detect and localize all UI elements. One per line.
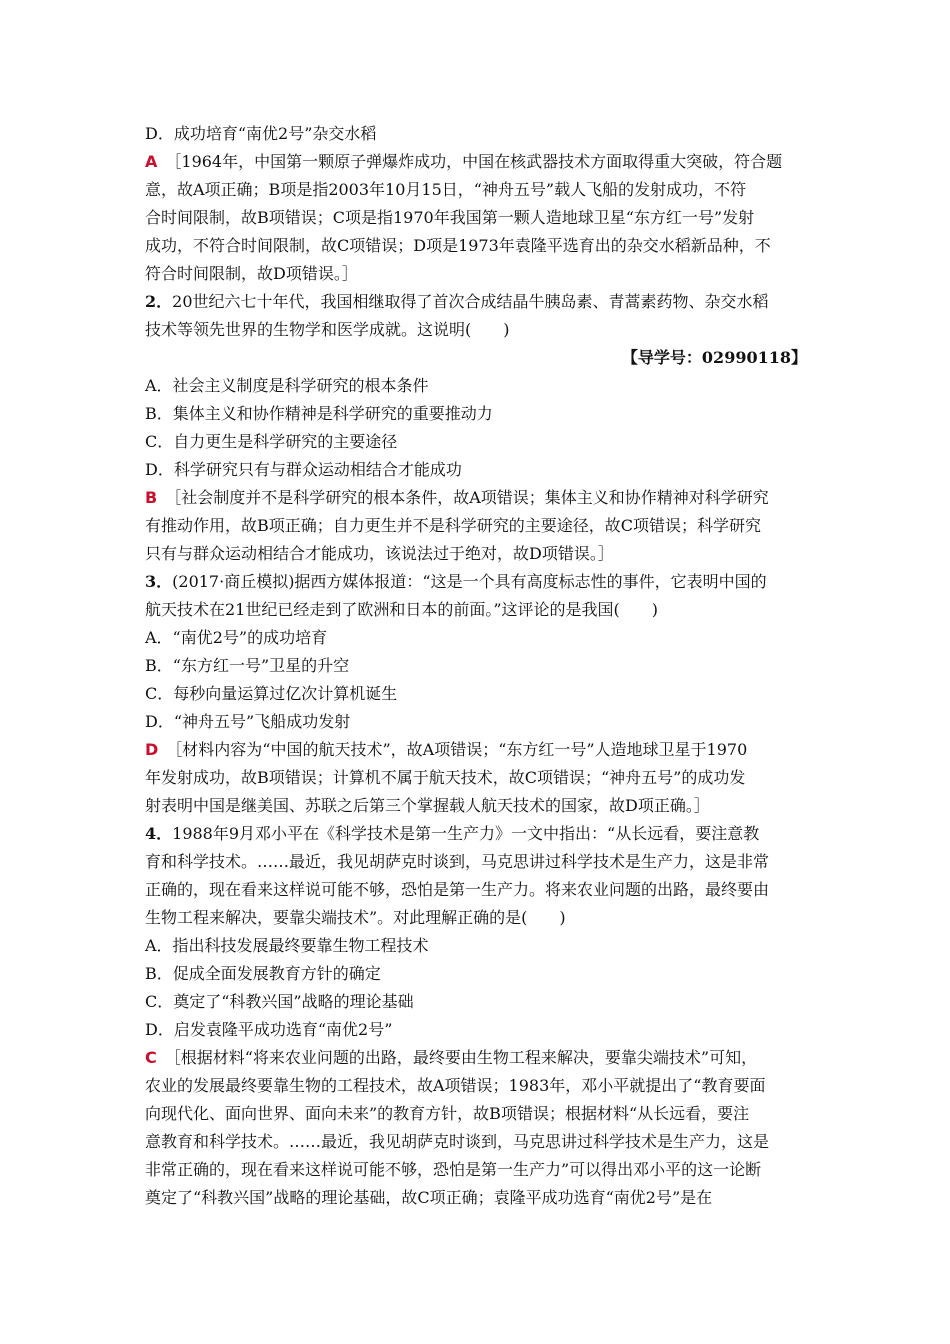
q4-stem-line: 生物工程来解决，要靠尖端技术”。对此理解正确的是( ): [145, 908, 566, 927]
q2-answer-letter: B: [145, 488, 158, 507]
q4-number: 4．: [145, 824, 173, 843]
q1-explanation-line: 符合时间限制，故D项错误。］: [145, 264, 358, 283]
q4-explanation-line: 向现代化、面向世界、面向未来”的教育方针，故B项错误；根据材料“从长远看，要注: [145, 1104, 750, 1123]
q1-explanation-line: ［1964年，中国第一颗原子弹爆炸成功，中国在核武器技术方面取得重大突破，符合题: [165, 152, 783, 171]
q3-stem-line: (2017·商丘模拟)据西方媒体报道：“这是一个具有高度标志性的事件，它表明中国的: [172, 572, 767, 591]
q3-stem: [145, 568, 807, 624]
q4-answer-letter: C: [145, 1048, 157, 1067]
q3-answer-letter: D: [145, 740, 159, 759]
q1-explanation-line: 成功，不符合时间限制，故C项错误；D项是1973年袁隆平选育出的杂交水稻新品种，不: [145, 236, 771, 255]
q2-stem: [145, 288, 807, 344]
q4-answer-block: [145, 1044, 807, 1212]
q2-stem-line: 技术等领先世界的生物学和医学成就。这说明( ): [145, 320, 510, 339]
q3-explanation-line: ［材料内容为“中国的航天技术”，故A项错误；“东方红一号”人造地球卫星于1970: [166, 740, 748, 759]
q3-option-c: C．每秒向量运算过亿次计算机诞生: [145, 684, 398, 703]
q3-number: 3．: [145, 572, 173, 591]
q2-explanation-line: ［社会制度并不是科学研究的根本条件，故A项错误；集体主义和协作精神对科学研究: [165, 488, 769, 507]
q2-option-a: A．社会主义制度是科学研究的根本条件: [145, 376, 429, 395]
q1-option-d: D．成功培育“南优2号”杂交水稻: [145, 124, 377, 143]
q3-answer-block: [145, 736, 807, 820]
q2-explanation-line: 只有与群众运动相结合才能成功，该说法过于绝对，故D项错误。］: [145, 544, 614, 563]
q2-option-b: B．集体主义和协作精神是科学研究的重要推动力: [145, 404, 493, 423]
q3-explanation-line: 年发射成功，故B项错误；计算机不属于航天技术，故C项错误；“神舟五号”的成功发: [145, 768, 746, 787]
q4-explanation-line: 意教育和科学技术。……最近，我见胡萨克时谈到，马克思讲过科学技术是生产力，这是: [145, 1132, 770, 1151]
q2-answer-block: [145, 484, 807, 568]
q4-explanation-line: 非常正确的，现在看来这样说可能不够，恐怕是第一生产力”可以得出邓小平的这一论断: [145, 1160, 762, 1179]
q2-guide-number: 【导学号：02990118】: [621, 348, 807, 367]
q4-option-d: D．启发袁隆平成功选育“南优2号”: [145, 1020, 393, 1039]
q2-explanation-line: 有推动作用，故B项正确；自力更生并不是科学研究的主要途径，故C项错误；科学研究: [145, 516, 762, 535]
q4-stem: [145, 820, 807, 932]
q4-stem-line: 1988年9月邓小平在《科学技术是第一生产力》一文中指出：“从长远看，要注意教: [172, 824, 760, 843]
q2-stem-line: 20世纪六七十年代，我国相继取得了首次合成结晶牛胰岛素、青蒿素药物、杂交水稻: [172, 292, 769, 311]
q1-explanation-line: 合时间限制，故B项错误；C项是指1970年我国第一颗人造地球卫星“东方红一号”发射: [145, 208, 755, 227]
q3-option-a: A．“南优2号”的成功培育: [145, 628, 328, 647]
q4-option-b: B．促成全面发展教育方针的确定: [145, 964, 381, 983]
q4-explanation-line: 农业的发展最终要靠生物的工程技术，故A项错误；1983年，邓小平就提出了“教育要面: [145, 1076, 766, 1095]
q4-option-a: A．指出科技发展最终要靠生物工程技术: [145, 936, 429, 955]
q4-stem-line: 育和科学技术。……最近，我见胡萨克时谈到，马克思讲过科学技术是生产力，这是非常: [145, 852, 770, 871]
q1-answer-block: [145, 148, 807, 288]
q3-stem-line: 航天技术在21世纪已经走到了欧洲和日本的前面。”这评论的是我国( ): [145, 600, 659, 619]
q1-explanation-line: 意，故A项正确；B项是指2003年10月15日，“神舟五号”载人飞船的发射成功，不符: [145, 180, 747, 199]
q3-option-d: D．“神舟五号”飞船成功发射: [145, 712, 351, 731]
q4-option-c: C．奠定了“科教兴国”战略的理论基础: [145, 992, 414, 1011]
q4-stem-line: 正确的，现在看来这样说可能不够，恐怕是第一生产力。将来农业问题的出路，最终要由: [145, 880, 770, 899]
q2-option-d: D．科学研究只有与群众运动相结合才能成功: [145, 460, 462, 479]
q3-option-b: B．“东方红一号”卫星的升空: [145, 656, 350, 675]
q2-option-c: C．自力更生是科学研究的主要途径: [145, 432, 398, 451]
q3-explanation-line: 射表明中国是继美国、苏联之后第三个掌握载人航天技术的国家，故D项正确。］: [145, 796, 710, 815]
q4-explanation-line: 奠定了“科教兴国”战略的理论基础，故C项正确；袁隆平成功选育“南优2号”是在: [145, 1188, 713, 1207]
q1-answer-letter: A: [145, 152, 158, 171]
q2-number: 2．: [145, 292, 173, 311]
q4-explanation-line: ［根据材料“将来农业问题的出路，最终要由生物工程来解决，要靠尖端技术”可知，: [164, 1048, 758, 1067]
